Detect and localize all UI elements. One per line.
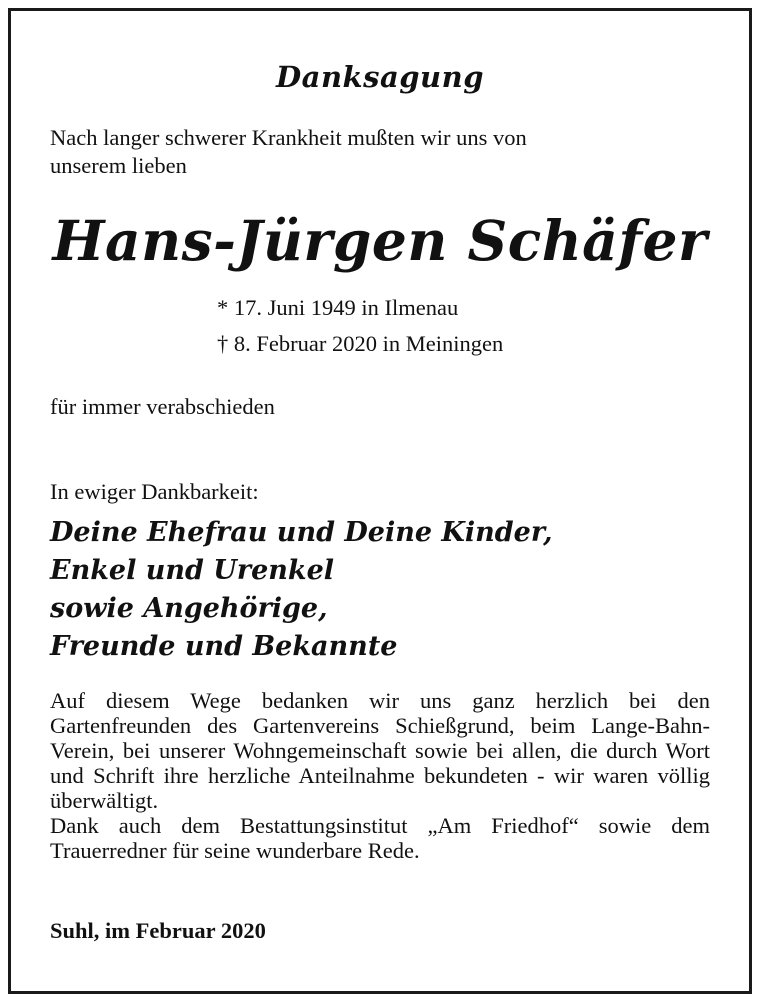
heading: Danksagung xyxy=(276,60,484,94)
intro-line: Nach langer schwerer Krankheit mußten wir uns von xyxy=(50,125,527,150)
place-date: Suhl, im Februar 2020 xyxy=(50,918,266,943)
mourners-line: Freunde und Bekannte xyxy=(50,631,398,662)
thanks-label: In ewiger Dankbarkeit: xyxy=(50,479,259,504)
acknowledgement-paragraph: Dank auch dem Bestattungsinstitut „Am Friedhof“ sowie dem Trauerredner für seine wunderbare Rede. xyxy=(50,813,710,863)
birth-date: * 17. Juni 1949 in Ilmenau xyxy=(217,295,459,320)
mourners-list xyxy=(50,514,552,666)
death-date: † 8. Februar 2020 in Meiningen xyxy=(217,331,504,356)
intro-text xyxy=(50,124,710,180)
mourners-line: Enkel und Urenkel xyxy=(50,555,335,586)
acknowledgement-text xyxy=(50,688,710,863)
mourners-line: sowie Angehörige, xyxy=(50,593,328,624)
mourners-line: Deine Ehefrau und Deine Kinder, xyxy=(50,517,553,548)
deceased-name: Hans-Jürgen Schäfer xyxy=(52,208,708,273)
intro-line: unserem lieben xyxy=(50,153,187,178)
acknowledgement-paragraph: Auf diesem Wege bedanken wir uns ganz herzlich bei den Gartenfreunden des Gartenvereins Schießgrund, beim Lange-Bahn-Verein, bei unserer Wohngemeinschaft sowie bei allen, die durch Wort und Schrift ihre herzliche Anteilnahme bekundeten - wir waren völlig überwältigt. xyxy=(50,688,710,813)
life-dates xyxy=(217,290,503,362)
farewell-text: für immer verabschieden xyxy=(50,394,275,419)
